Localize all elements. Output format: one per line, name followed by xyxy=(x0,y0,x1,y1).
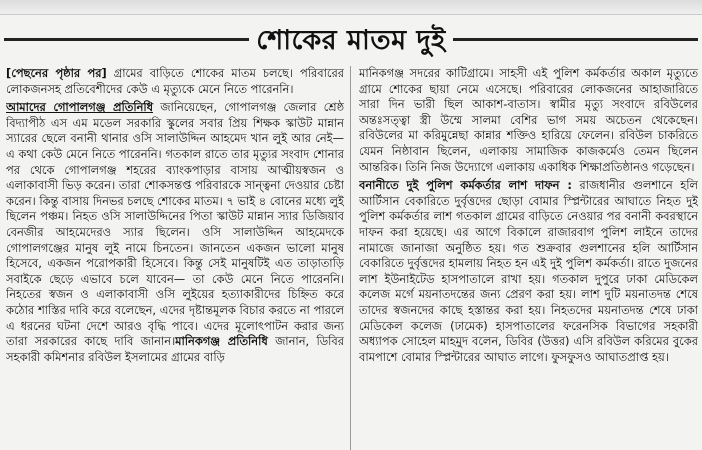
paragraph-manikganj xyxy=(359,66,698,175)
headline-rule-right xyxy=(453,38,698,41)
paragraph-continuation xyxy=(6,66,344,97)
paragraph-text: গ্রামের বাড়িতে শোকের মাতম চলছে। পরিবারের লোকজনসহ প্রতিবেশীদের কেউ এ মৃত্যুকে মেনে নিতে পারেননি। xyxy=(6,66,344,96)
paragraph-text: রাজধানীর গুলশানে হলি আর্টিসান বেকারিতে দুর্বৃত্তদের ছোড়া বোমার স্প্লিন্টারের আঘাতে নিহত দুই পুলিশ কর্মকর্তার লাশ গতকাল গ্রামের বাড়িতে নেওয়ার পর বনানী কবরস্থানে দাফন করা হয়েছে। এর আগে বিকালে রাজারবাগ পুলিশ লাইনে তাদের নামাজে জানাজা অনুষ্ঠিত হয়। গত শুক্রবার গুলশানের হলি আর্টিসান বেকারিতে দুর্বৃত্তদের হামলায় নিহত হন এই দুই পুলিশ কর্মকর্তা। রাতে দুজনের লাশ ইউনাইটেড হাসপাতালে রাখা হয়। গতকাল দুপুরে ঢাকা মেডিকেল কলেজ মর্গে ময়নাতদন্তের জন্য প্রেরণ করা হয়। লাশ দুটি ময়নাতদন্ত শেষে তাদের স্বজনদের কাছে হস্তান্তর করা হয়। নিহতদের ময়নাতদন্ত শেষে ঢাকা মেডিকেল কলেজ (ঢামেক) হাসপাতালের ফরেনসিক বিভাগের সহকারী অধ্যাপক সোহেল মাহমুদ বলেন, ডিবির (উত্তর) এসি রবিউল করিমের বুকের বামপাশে বোমার স্প্লিন্টারের আঘাত লাগে। ফুসফুসও আঘাতপ্রাপ্ত হয়। xyxy=(359,178,698,364)
headline-row xyxy=(0,18,702,58)
headline: শোকের মাতম দুই xyxy=(256,25,446,56)
paragraph-text: জানান, ডিবির সহকারী কমিশনার রবিউল ইসলামের গ্রামের বাড়ি xyxy=(6,334,344,364)
correspondent-tag: আমাদের গোপালগঞ্জ প্রতিনিধি xyxy=(6,100,154,115)
subheading: বনানীতে দুই পুলিশ কর্মকর্তার লাশ দাফন : xyxy=(359,178,572,193)
continuation-tag: [পেছনের পৃষ্ঠার পর] xyxy=(6,66,107,80)
paragraph-text: মানিকগঞ্জ সদরের কাটিগ্রামে। সাহসী এই পুলিশ কর্মকর্তার অকাল মৃত্যুতে গ্রামে শোকের ছায়া নেমে এসেছে। পরিবারের লোকজনের আহাজারিতে সারা দিন ভারী ছিল আকাশ-বাতাস। স্বামীর মৃত্যু সংবাদে রবিউলের অন্তঃসত্ত্বা স্ত্রী উম্মে সালমা বেশির ভাগ সময় অচেতন থেকেছেন। রবিউলের মা করিমুন্নেছা কান্নার শক্তিও হারিয়ে ফেলেন। রবিউল চাকরিতে যেমন নিষ্ঠাবান ছিলেন, এলাকায় সামাজিক কাজকর্মেও তেমন ছিলেন আন্তরিক। তিনি নিজ উদ্যোগে এলাকায় একাধিক শিক্ষাপ্রতিষ্ঠানও গড়েছেন। xyxy=(359,66,698,174)
correspondent-tag: মানিকগঞ্জ প্রতিনিধি xyxy=(175,334,268,349)
article-column-left xyxy=(6,66,344,450)
paragraph-text: জানিয়েছেন, গোপালগঞ্জ জেলার শ্রেষ্ঠ বিদ্যাপীঠ এস এম মডেল সরকারি স্কুলের সবার প্রিয় শিক্ষক স্কাউট মান্নান স্যারের ছেলে বনানী থানার ওসি সালাউদ্দিন আহমেদ খান লুই আর নেই— এ কথা কেউ মেনে নিতে পারেননি। গতকাল রাতে তার মৃত্যুর সংবাদ শোনার পর থেকে গোপালগঞ্জ শহরের ব্যাংকপাড়ার বাসায় আত্মীয়স্বজন ও এলাকাবাসী ভিড় করেন। তারা শোকসন্তপ্ত পরিবারকে সান্ত্বনা দেওয়ার চেষ্টা করেন। কিন্তু বাসায় দিনভর চলছে শোকের মাতম। ৭ ভাই ৪ বোনের মধ্যে লুই ছিলেন পঞ্চম। নিহত ওসি সালাউদ্দিনের পিতা স্কাউট মান্নান স্যার ডিজিয়াব বেনজীর আহমেদেরও স্যার ছিলেন। ওসি সালাউদ্দিন আহমেদকে গোপালগঞ্জের মানুষ লুই নামে চিনতেন। জানতেন একজন ভালো মানুষ হিসেবে, একজন পরোপকারী হিসেবে। কিন্তু সেই মানুষটিই এত তাড়াতাড়ি সবাইকে ছেড়ে এভাবে চলে যাবেন— তা কেউ মেনে নিতে পারেননি। নিহতের স্বজন ও এলাকাবাসী ওসি লুইয়ের হত্যাকারীদের চিহ্নিত করে কঠোর শাস্তির দাবি করে বলেছেন, এদের দৃষ্টান্তমূলক বিচার করতে না পারলে এ ধরনের ঘটনা দেশে আরও বৃদ্ধি পাবে। এদের মূলোৎপাটন করার জন্য তারা সরকারের কাছে দাবি জানান। xyxy=(6,100,344,349)
top-bar xyxy=(0,0,702,15)
paragraph-banani xyxy=(359,178,698,365)
paragraph-gopalganj xyxy=(6,100,344,365)
article-column-right xyxy=(359,66,698,450)
headline-rule-left xyxy=(4,38,249,41)
column-divider xyxy=(350,66,351,450)
